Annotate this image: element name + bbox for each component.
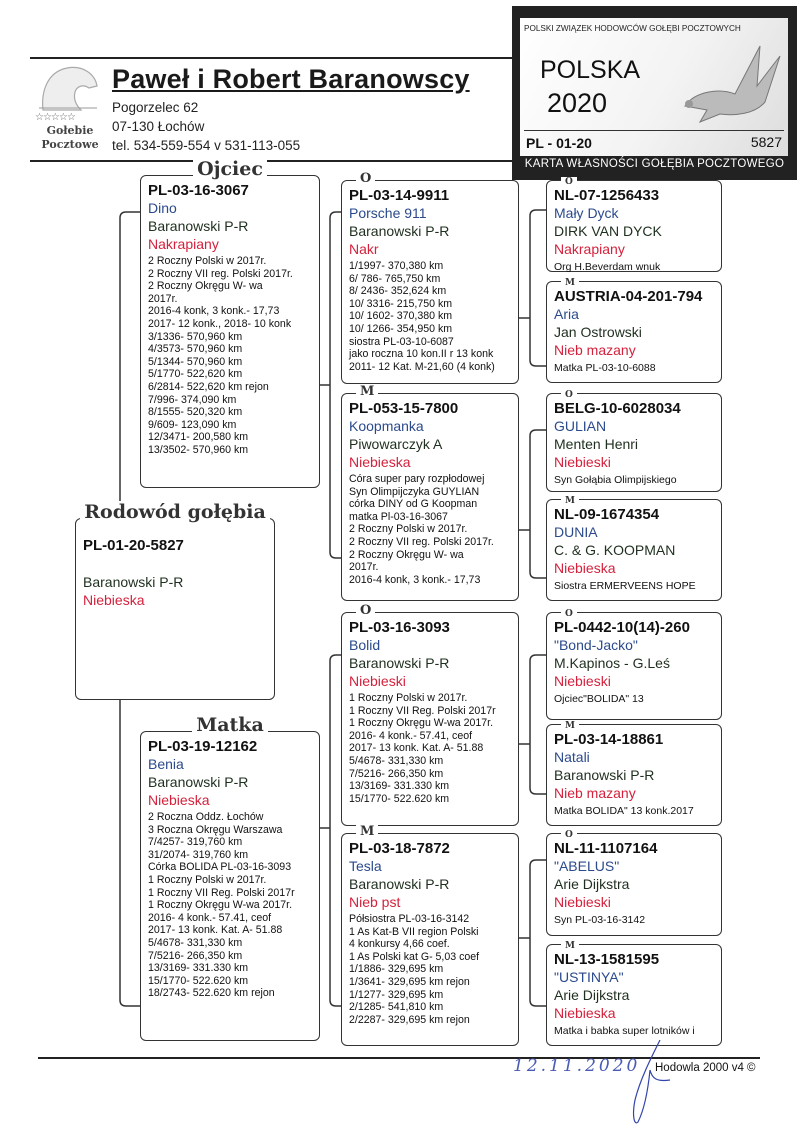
achievement-line: 6/ 786- 765,750 km [349, 272, 441, 285]
achievement-line: 18/2743- 522.620 km rejon [148, 987, 275, 1000]
ring-number: PL-03-14-18861 [554, 731, 664, 748]
pigeon-name: Tesla [349, 858, 382, 874]
signature [620, 1040, 680, 1130]
pigeon-name: Dino [148, 200, 177, 216]
breeder-name: Piwowarczyk A [349, 436, 443, 452]
achievement-line: Matka PL-03-10-6088 [554, 362, 656, 374]
ring-number: PL-01-20-5827 [83, 537, 184, 554]
achievement-line: 2 Roczny VII reg. Polski 2017r. [148, 267, 293, 280]
achievement-line: 10/ 3316- 215,750 km [349, 297, 453, 310]
achievement-line: 8/ 2436- 352,624 km [349, 285, 447, 298]
achievement-line: 1/3641- 329,695 km rejon [349, 975, 470, 988]
pigeon-card-label [356, 383, 378, 400]
achievement-line: 8/1555- 520,320 km [148, 406, 243, 419]
breeder-name: Arie Dijkstra [554, 876, 630, 892]
pigeon-name: Natali [554, 749, 590, 765]
ring-number: PL-03-16-3093 [349, 619, 450, 636]
relation-label: O [356, 171, 375, 186]
software-credit: Hodowla 2000 v4 © [655, 1062, 756, 1074]
achievements-list [148, 255, 313, 457]
pigeon-color: Niebieski [554, 454, 611, 470]
relation-label: O [561, 390, 577, 400]
pigeon-color: Nieb pst [349, 894, 401, 910]
pigeon-color: Niebieska [554, 560, 616, 576]
achievement-line: 2017r. [349, 561, 379, 574]
ring-number: NL-11-1107164 [554, 840, 658, 857]
achievement-line: 13/3169- 331.330 km [349, 780, 450, 793]
pigeon-card-mf [341, 603, 519, 826]
achievement-line: 1 Roczny Okręgu W-wa 2017r. [148, 899, 293, 912]
pigeon-card-father [140, 158, 320, 488]
breeder-name: Baranowski P-R [554, 767, 655, 783]
achievement-line: 2011- 12 Kat. M-21,60 (4 konk) [349, 360, 495, 373]
pigeon-card-label [561, 825, 577, 843]
connector-fm-parents [519, 430, 546, 578]
pigeon-card-label [356, 823, 378, 840]
achievement-line: 1/1997- 370,380 km [349, 260, 444, 272]
relation-label: M [561, 721, 579, 731]
pigeon-card-mother [140, 714, 320, 1041]
pigeon-name: Porsche 911 [349, 205, 427, 221]
connector-main-mother [120, 700, 140, 1006]
achievement-line: 2017- 13 konk. Kat. A- 51.88 [148, 924, 283, 937]
connector-main-father [120, 212, 140, 520]
achievement-line: siostra PL-03-10-6087 [349, 335, 454, 348]
achievement-line: 9/609- 123,090 km [148, 418, 237, 431]
achievement-line: 7/5216- 266,350 km [148, 949, 243, 962]
connector-mm-parents [519, 860, 546, 1006]
relation-label: M [356, 384, 378, 399]
pigeon-card-ff [341, 171, 519, 384]
achievement-line: 2016- 4 konk.- 57.41, ceof [349, 729, 473, 742]
pigeon-card-mmm [546, 941, 722, 1046]
address-phone: tel. 534-559-554 v 531-113-055 [112, 138, 301, 153]
pigeon-name: Mały Dyck [554, 205, 619, 221]
relation-label: Ojciec [193, 158, 267, 180]
achievement-line: Matka i babka super lotników i [554, 1025, 695, 1037]
breeder-name: DIRK VAN DYCK [554, 223, 662, 239]
achievement-line: 5/1344- 570,960 km [148, 355, 243, 368]
pigeon-color: Nakrapiany [554, 241, 625, 257]
relation-label: O [561, 609, 577, 619]
achievement-line: 2016- 4 konk.- 57.41, ceof [148, 911, 272, 924]
achievement-line: 31/2074- 319,760 km [148, 848, 249, 861]
achievement-line: 2017- 13 konk. Kat. A- 51.88 [349, 742, 484, 755]
ring-number: PL-03-19-12162 [148, 738, 258, 755]
ring-number: PL-03-14-9911 [349, 187, 450, 204]
achievement-line: 12/3471- 200,580 km [148, 431, 249, 444]
achievements-list [148, 811, 313, 1000]
achievement-line: Półsiostra PL-03-16-3142 [349, 913, 470, 925]
ring-number: BELG-10-6028034 [554, 400, 681, 417]
achievement-line: Matka BOLIDA" 13 konk.2017 [554, 805, 694, 817]
achievement-line: córka DINY od G Koopman [349, 498, 478, 511]
achievements-list [554, 362, 715, 375]
relation-label: Rodowód gołębia [80, 501, 270, 523]
ring-number: NL-09-1674354 [554, 506, 660, 523]
achievement-line: Córka BOLIDA PL-03-16-3093 [148, 861, 292, 874]
relation-label: O [561, 177, 577, 187]
pigeon-name: Benia [148, 756, 184, 772]
logo-text-line-1: Gołebie [46, 124, 94, 137]
breeder-name: Baranowski P-R [349, 655, 450, 671]
stamp-ring-prefix: PL - 01-20 [526, 135, 592, 151]
achievement-line: Córa super pary rozpłodowej [349, 473, 485, 485]
pigeon-card-label [356, 602, 375, 619]
achievement-line: 2016-4 konk, 3 konk.- 17,73 [349, 573, 481, 586]
connector-mother-parents [320, 655, 341, 1006]
achievement-line: 5/1770- 522,620 km [148, 368, 243, 381]
achievement-line: 15/1770- 522.620 km [148, 974, 249, 987]
achievement-line: 7/996- 374,090 km [148, 393, 237, 406]
achievements-list [349, 692, 512, 805]
achievement-line: 1 Roczny Polski w 2017r. [148, 873, 267, 886]
breeder-name: Arie Dijkstra [554, 987, 630, 1003]
achievement-line: 6/2814- 522,620 km rejon [148, 380, 269, 393]
logo-stars: ☆☆☆☆☆ [35, 112, 75, 123]
achievement-line: 1 Roczny VII Reg. Polski 2017r [148, 886, 295, 899]
connector-mf-parents [519, 655, 546, 794]
breeder-name: C. & G. KOOPMAN [554, 542, 676, 558]
stamp-organization: POLSKI ZWIĄZEK HODOWCÓW GOŁĘBI POCZTOWYCH [524, 24, 741, 33]
pigeon-name: DUNIA [554, 524, 598, 540]
breeder-title: Paweł i Robert Baranowscy [112, 64, 470, 94]
achievement-line: 1 Roczny VII Reg. Polski 2017r [349, 704, 496, 717]
achievement-line: 13/3502- 570,960 km [148, 443, 249, 456]
breeder-name: Baranowski P-R [148, 774, 249, 790]
relation-label: Matka [192, 714, 268, 736]
connector-father-parents [320, 212, 341, 558]
pigeon-card-label [76, 501, 274, 523]
ring-number: PL-03-16-3067 [148, 182, 249, 199]
achievements-list [554, 805, 715, 818]
pigeon-card-mmf [546, 830, 722, 936]
pigeon-card-ffm [546, 278, 722, 383]
achievement-line: 1/1277- 329,695 km [349, 988, 444, 1001]
pigeon-name: GULIAN [554, 418, 607, 434]
achievement-line: 2 Roczny Okręgu W- wa [148, 280, 263, 293]
address-street: Pogorzelec 62 [112, 100, 199, 115]
pigeon-card-fff [546, 177, 722, 273]
breeder-name: Baranowski P-R [349, 223, 450, 239]
pigeon-card-label [356, 170, 375, 187]
handwritten-date: 12.11.2020 [513, 1056, 641, 1076]
pigeon-card-mff [546, 609, 722, 720]
relation-label: M [561, 278, 579, 288]
pigeon-color: Nieb mazany [554, 785, 636, 801]
pigeon-name: "ABELUS" [554, 858, 620, 874]
pigeon-card-mfm [546, 721, 722, 826]
achievement-line: 2 Roczny VII reg. Polski 2017r. [349, 535, 494, 548]
pigeon-name: "Bond-Jacko" [554, 637, 638, 653]
achievement-line: Siostra ERMERVEENS HOPE [554, 580, 696, 592]
relation-label: O [356, 603, 375, 618]
achievement-line: Syn PL-03-16-3142 [554, 914, 646, 926]
achievement-line: 2/1285- 541,810 km [349, 1001, 444, 1014]
stamp-footer: KARTA WŁASNOŚCI GOŁĘBIA POCZTOWEGO [524, 158, 785, 170]
pigeon-card-label [561, 172, 577, 190]
ring-number: NL-13-1581595 [554, 951, 660, 968]
achievement-line: 10/ 1602- 370,380 km [349, 310, 453, 323]
achievements-list [349, 473, 512, 586]
pigeon-name: Koopmanka [349, 418, 424, 434]
achievement-line: 3/1336- 570,960 km [148, 330, 243, 343]
achievement-line: 5/4678- 331,330 km [349, 754, 444, 767]
achievement-line: 1/1886- 329,695 km [349, 963, 444, 976]
achievement-line: matka Pl-03-16-3067 [349, 510, 448, 523]
achievements-list [554, 693, 715, 706]
breeder-name: Baranowski P-R [148, 218, 249, 234]
breeder-name: Menten Henri [554, 436, 639, 452]
achievement-line: 2/2287- 329,695 km rejon [349, 1013, 470, 1026]
pigeon-color: Niebieska [349, 454, 411, 470]
pigeon-card-fmm [546, 496, 722, 601]
pigeon-card-label [561, 936, 579, 954]
breeder-name: M.Kapinos - G.Leś [554, 655, 670, 671]
achievement-line: 4 konkursy 4,66 coef. [349, 938, 450, 951]
ring-number: PL-0442-10(14)-260 [554, 619, 690, 636]
achievement-line: 7/4257- 319,760 km [148, 836, 243, 849]
achievement-line: 2017- 12 konk., 2018- 10 konk [148, 317, 292, 330]
achievement-line: 2 Roczny Polski w 2017r. [349, 523, 468, 536]
achievement-line: 1 Roczny Polski w 2017r. [349, 692, 468, 704]
pigeon-card-label [141, 158, 319, 180]
pigeon-card-fm [341, 384, 519, 601]
achievement-line: 7/5216- 266,350 km [349, 767, 444, 780]
pigeon-name: Bolid [349, 637, 381, 653]
pigeon-color: Nakrapiany [148, 236, 219, 252]
achievement-line: 1 Roczny Okręgu W-wa 2017r. [349, 717, 494, 730]
achievements-list [554, 261, 715, 274]
achievement-line: 2 Roczny Polski w 2017r. [148, 255, 267, 267]
relation-label: M [356, 824, 378, 839]
pigeon-card-label [561, 385, 577, 403]
achievement-line: 2017r. [148, 292, 178, 305]
connector-ff-parents [519, 210, 546, 366]
pigeon-color: Niebieska [148, 792, 210, 808]
pigeon-card-label [561, 491, 579, 509]
pigeon-card-fmf [546, 390, 722, 492]
pigeon-color: Niebieski [554, 673, 611, 689]
logo-text-line-2: Pocztowe [41, 138, 99, 151]
achievement-line: 1 As Kat-B VII region Polski [349, 925, 479, 938]
achievement-line: 10/ 1266- 354,950 km [349, 322, 453, 335]
pigeon-color: Nieb mazany [554, 342, 636, 358]
breeder-name: Baranowski P-R [83, 574, 184, 590]
breeder-name: Baranowski P-R [349, 876, 450, 892]
relation-label: M [561, 941, 579, 951]
achievement-line: Syn Olimpijczyka GUYLIAN [349, 485, 480, 498]
achievement-line: Syn Gołąbia Olimpijskiego [554, 474, 677, 486]
achievements-list [554, 914, 715, 927]
pigeon-color: Niebieski [349, 673, 406, 689]
ring-number: PL-053-15-7800 [349, 400, 459, 417]
stamp-country: POLSKA [540, 56, 641, 84]
address-city: 07-130 Łochów [112, 119, 205, 134]
breeder-name: Jan Ostrowski [554, 324, 642, 340]
achievement-line: 5/4678- 331,330 km [148, 936, 243, 949]
achievement-line: 2 Roczna Oddz. Łochów [148, 811, 264, 823]
achievement-line: 2016-4 konk, 3 konk.- 17,73 [148, 305, 280, 318]
relation-label: O [561, 830, 577, 840]
achievement-line: 2 Roczny Okręgu W- wa [349, 548, 464, 561]
achievement-line: 15/1770- 522.620 km [349, 792, 450, 805]
achievements-list [554, 1025, 715, 1038]
stamp-ring-number: 5827 [750, 134, 782, 150]
achievement-line: 3 Roczna Okręgu Warszawa [148, 823, 283, 836]
relation-label: M [561, 496, 579, 506]
ring-number: NL-07-1256433 [554, 187, 660, 204]
pigeon-card-mm [341, 824, 519, 1046]
pigeon-color: Niebieska [554, 1005, 616, 1021]
pigeon-color: Niebieski [554, 894, 611, 910]
achievement-line: jako roczna 10 kon.II r 13 konk [349, 348, 494, 361]
achievement-line: 4/3573- 570,960 km [148, 343, 243, 356]
pigeon-card-label [141, 714, 319, 736]
achievements-list [349, 913, 512, 1026]
pigeon-name: "USTINYA" [554, 969, 624, 985]
pigeon-card-label [561, 716, 579, 734]
achievements-list [554, 474, 715, 487]
pigeon-card-label [561, 604, 577, 622]
pigeon-color: Nakr [349, 241, 379, 257]
ring-number: AUSTRIA-04-201-794 [554, 288, 703, 305]
pigeon-color: Niebieska [83, 592, 145, 608]
achievement-line: Org H.Beverdam wnuk [554, 261, 661, 273]
ring-number: PL-03-18-7872 [349, 840, 450, 857]
pigeon-card-main [75, 501, 275, 700]
achievements-list [554, 580, 715, 593]
pigeon-name: Aria [554, 306, 579, 322]
achievement-line: 13/3169- 331.330 km [148, 962, 249, 975]
stamp-year: 2020 [547, 88, 608, 118]
pigeon-card-label [561, 273, 579, 291]
achievements-list [349, 260, 512, 373]
achievement-line: 1 As Polski kat G- 5,03 coef [349, 950, 480, 963]
achievement-line: Ojciec"BOLIDA" 13 [554, 693, 644, 705]
